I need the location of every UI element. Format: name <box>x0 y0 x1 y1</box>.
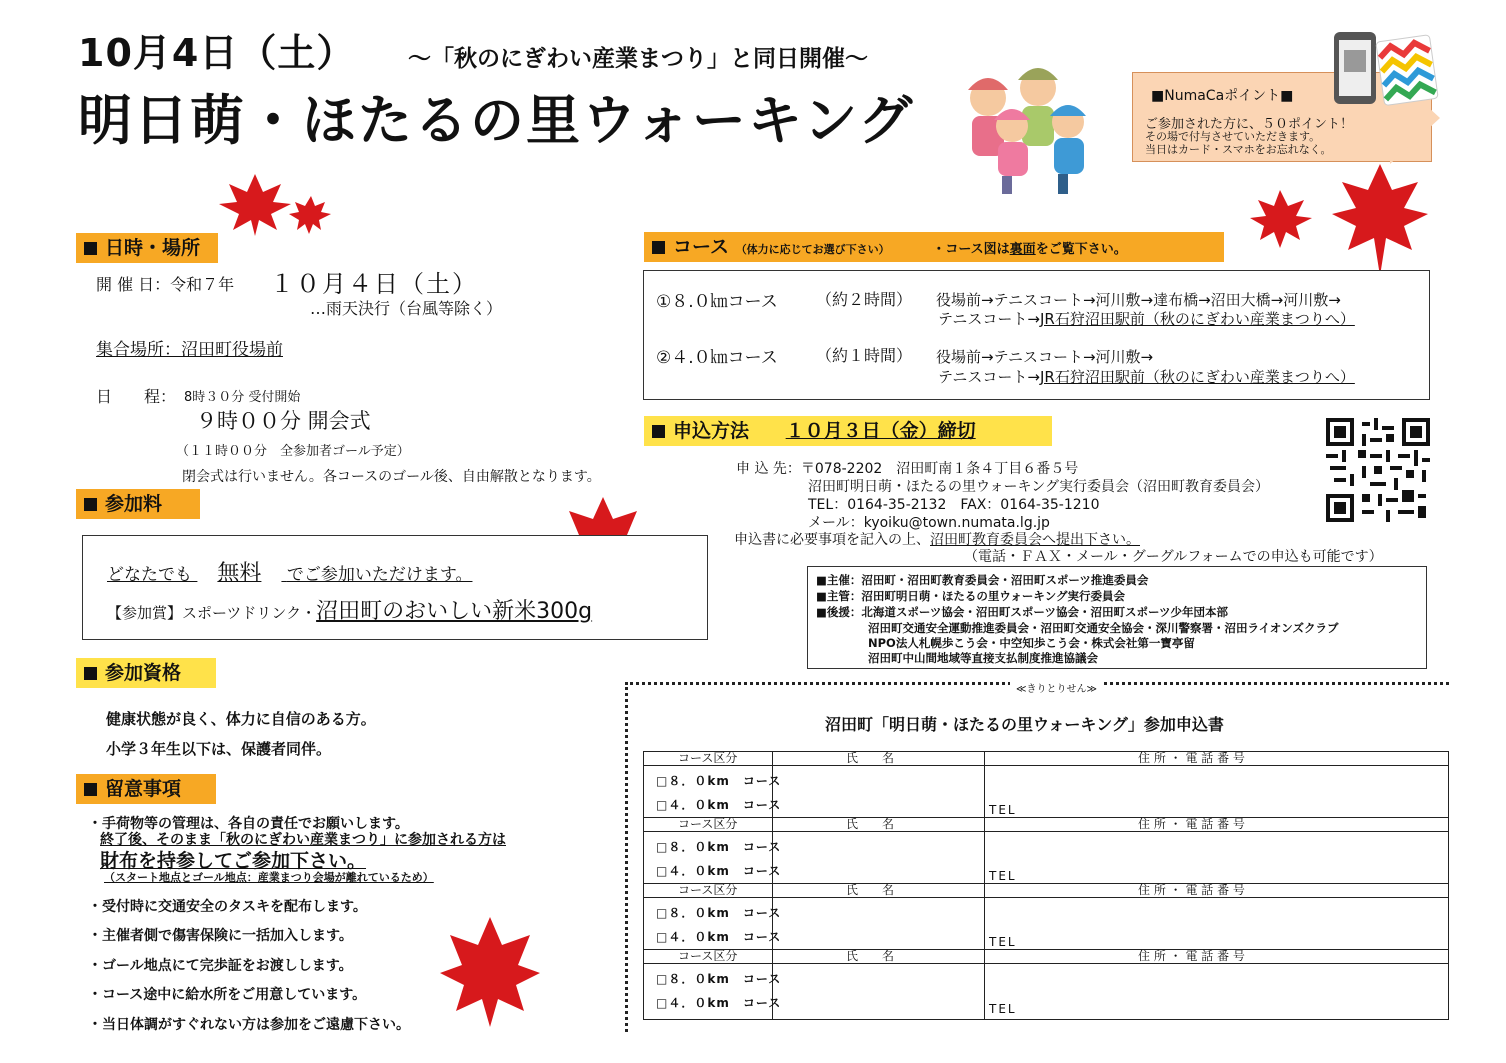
map-note-post: をご覧下さい。 <box>1035 242 1127 257</box>
fee-free: 無料 <box>217 561 262 586</box>
course2-route1: 役場前→テニスコート→河川敷→ <box>936 348 1154 366</box>
section-heading-label: 留意事項 <box>105 778 182 800</box>
goal-note: （１１時００分 全参加者ゴール予定） <box>176 444 410 459</box>
course-4km-checkbox[interactable]: □４．０km コース <box>656 996 782 1010</box>
prize-line <box>107 594 592 625</box>
note-item-1b: 終了後、そのまま「秋のにぎわい産業まつり」に参加される方は <box>100 832 506 848</box>
section-heading-label: 参加資格 <box>105 662 182 684</box>
course-map-note <box>932 242 1126 257</box>
sponsor-support1: ■後援：北海道スポーツ協会・沼田町スポーツ協会・沼田町スポーツ少年団本部 <box>816 605 1228 619</box>
event-date-label: 開 催 日：令和７年 <box>96 275 235 294</box>
map-note-pre: ・コース図は <box>932 242 1010 257</box>
meeting-place: 集合場所：沼田町役場前 <box>96 340 283 360</box>
form-title: 沼田町「明日萌・ほたるの里ウォーキング」参加申込書 <box>825 715 1224 734</box>
col-address: 住 所 ・ 電 話 番 号 <box>1138 817 1245 831</box>
form-header-row <box>644 884 1448 898</box>
sponsor-manage: ■主管：沼田町明日萌・ほたるの里ウォーキング実行委員会 <box>816 589 1126 603</box>
cut-label: ≪きりとりせん≫ <box>1010 680 1103 695</box>
maple-leaf-icon <box>215 170 335 240</box>
maple-leaf-icon <box>1250 160 1430 280</box>
route-part: テニスコート→ <box>938 310 1040 328</box>
square-bullet-icon <box>84 783 97 796</box>
course-8km-checkbox[interactable]: □８．０km コース <box>656 840 782 854</box>
course1-time: （約２時間） <box>816 290 913 309</box>
section-heading-label: 申込方法 <box>673 420 750 442</box>
course-8km-checkbox[interactable]: □８．０km コース <box>656 906 782 920</box>
prize-pre: 【参加賞】スポーツドリンク・ <box>107 604 317 622</box>
maple-leaf-icon <box>440 915 540 1030</box>
section-heading-notes <box>76 774 216 804</box>
numaca-title: ■NumaCaポイント■ <box>1151 88 1294 104</box>
course1-route2 <box>938 308 1355 329</box>
eligibility-line1: 健康状態が良く、体力に自信のある方。 <box>106 710 376 728</box>
note-item-1c: 財布を持参してご参加下さい。 <box>100 850 367 872</box>
event-date-value: １０月４日（土） <box>270 270 478 298</box>
tel-label: TEL <box>989 803 1017 817</box>
section-heading-course <box>644 232 1224 262</box>
col-course: コース区分 <box>678 883 738 897</box>
apply-email[interactable]: メール：kyoiku@town.numata.lg.jp <box>808 515 1050 531</box>
apply-organization: 沼田町明日萌・ほたるの里ウォーキング実行委員会（沼田町教育委員会） <box>808 479 1270 495</box>
apply-address: 申 込 先：〒078-2202 沼田町南１条４丁目６番５号 <box>736 461 1079 477</box>
numaca-line1: ご参加された方に、５０ポイント！ <box>1145 117 1354 132</box>
map-note-underlined: 裏面 <box>1009 242 1036 257</box>
apply-tel-fax: TEL：0164-35-2132 FAX：0164-35-1210 <box>808 497 1100 513</box>
tel-label: TEL <box>989 869 1017 883</box>
note-item-6: ・当日体調がすぐれない方は参加をご遠慮下さい。 <box>88 1017 410 1033</box>
course2-name: ②４.０㎞コース <box>656 348 778 368</box>
col-name: 氏 名 <box>846 817 895 831</box>
application-form <box>643 751 1449 1020</box>
numaca-line3: 当日はカード・スマホをお忘れなく。 <box>1145 143 1332 156</box>
page-title: 明日萌・ほたるの里ウォーキング <box>78 89 915 152</box>
walkers-illustration <box>950 48 1100 198</box>
col-name: 氏 名 <box>846 949 895 963</box>
prize-main: 沼田町のおいしい新米300g <box>316 599 593 624</box>
square-bullet-icon <box>84 667 97 680</box>
fee-box <box>82 535 708 640</box>
course-box <box>643 270 1430 400</box>
square-bullet-icon <box>652 241 665 254</box>
sponsors-box <box>807 566 1427 669</box>
event-date-heading: 10月4日（土） <box>78 31 356 75</box>
rain-note: …雨天決行（台風等除く） <box>310 299 503 318</box>
form-entry-row[interactable] <box>644 964 1448 1016</box>
instruction-underlined: 沼田町教育委員会へ提出下さい。 <box>930 532 1140 548</box>
note-item-1a: ・手荷物等の管理は、各自の責任でお願いします。 <box>88 816 409 832</box>
form-header-row <box>644 818 1448 832</box>
course-4km-checkbox[interactable]: □４．０km コース <box>656 930 782 944</box>
col-name: 氏 名 <box>846 883 895 897</box>
course1-name: ①８.０㎞コース <box>656 292 778 312</box>
course1-route1: 役場前→テニスコート→河川敷→達布橋→沼田大橋→河川敷→ <box>936 291 1341 309</box>
square-bullet-icon <box>84 242 97 255</box>
col-course: コース区分 <box>678 751 738 765</box>
col-course: コース区分 <box>678 949 738 963</box>
tel-label: TEL <box>989 935 1017 949</box>
numaca-line2: その場で付与させていただきます。 <box>1145 130 1321 143</box>
form-entry-row[interactable] <box>644 898 1448 950</box>
form-entry-row[interactable] <box>644 766 1448 818</box>
apply-deadline: １０月３日（金）締切 <box>785 420 976 442</box>
section-heading-label: コース <box>673 236 730 258</box>
form-header-row <box>644 752 1448 766</box>
cut-line-vertical <box>625 682 628 1032</box>
square-bullet-icon <box>84 498 97 511</box>
section-heading-label: 参加料 <box>105 493 163 515</box>
note-item-3: ・主催者側で傷害保険に一括加入します。 <box>88 928 353 944</box>
form-header-row <box>644 950 1448 964</box>
course2-route2 <box>938 366 1355 387</box>
instruction-pre: 申込書に必要事項を記入の上、 <box>734 532 930 548</box>
course-4km-checkbox[interactable]: □４．０km コース <box>656 864 782 878</box>
note-item-5: ・コース途中に給水所をご用意しています。 <box>88 987 367 1003</box>
col-address: 住 所 ・ 電 話 番 号 <box>1138 751 1245 765</box>
section-heading-apply <box>644 416 1052 446</box>
route-part-underlined: JR石狩沼田駅前（秋のにぎわい産業まつりへ） <box>1039 368 1355 386</box>
course-8km-checkbox[interactable]: □８．０km コース <box>656 972 782 986</box>
section-heading-eligibility <box>76 658 216 688</box>
course2-time: （約１時間） <box>816 346 913 365</box>
fee-line <box>107 556 472 587</box>
qr-code-icon <box>1326 418 1430 522</box>
sponsor-support2: 沼田町交通安全運動推進委員会・沼田町交通安全協会・深川警察署・沼田ライオンズクラブ <box>868 621 1339 635</box>
col-course: コース区分 <box>678 817 738 831</box>
col-address: 住 所 ・ 電 話 番 号 <box>1138 883 1245 897</box>
opening-time: ９時００分 開会式 <box>196 409 371 433</box>
note-item-1d: （スタート地点とゴール地点：産業まつり会場が離れているため） <box>104 871 434 884</box>
eligibility-line2: 小学３年生以下は、保護者同伴。 <box>106 740 332 758</box>
tel-label: TEL <box>989 1002 1017 1016</box>
sponsor-support4: 沼田町中山間地域等直接支払制度推進協議会 <box>868 651 1098 665</box>
course-8km-checkbox[interactable]: □８．０km コース <box>656 774 782 788</box>
reception-time: 8時３０分 受付開始 <box>184 390 301 405</box>
col-name: 氏 名 <box>846 751 895 765</box>
course-heading-note: （体力に応じてお選び下さい） <box>735 243 890 256</box>
program-label: 日 程： <box>96 387 177 406</box>
phone-card-icon <box>1330 30 1440 110</box>
square-bullet-icon <box>652 425 665 438</box>
note-item-4: ・ゴール地点にて完歩証をお渡しします。 <box>88 958 353 974</box>
col-address: 住 所 ・ 電 話 番 号 <box>1138 949 1245 963</box>
apply-alternatives: （電話・ＦＡＸ・メール・グーグルフォームでの申込も可能です） <box>964 549 1383 565</box>
sponsor-host: ■主催：沼田町・沼田町教育委員会・沼田町スポーツ推進委員会 <box>816 573 1149 587</box>
form-entry-row[interactable] <box>644 832 1448 884</box>
event-subtitle: ～「秋のにぎわい産業まつり」と同日開催～ <box>408 46 868 72</box>
fee-post: でご参加いただけます。 <box>286 565 473 585</box>
course-4km-checkbox[interactable]: □４．０km コース <box>656 798 782 812</box>
section-heading-fee <box>76 489 200 519</box>
closing-note: 閉会式は行いません。各コースのゴール後、自由解散となります。 <box>182 469 601 485</box>
fee-pre: どなたでも <box>107 565 192 585</box>
sponsor-support3: NPO法人札幌歩こう会・中空知歩こう会・株式会社第一寶亭留 <box>868 636 1195 650</box>
section-heading-label: 日時・場所 <box>105 237 201 259</box>
section-heading-schedule <box>76 233 218 263</box>
route-part: テニスコート→ <box>938 368 1040 386</box>
route-part-underlined: JR石狩沼田駅前（秋のにぎわい産業まつりへ） <box>1039 310 1355 328</box>
note-item-2: ・受付時に交通安全のタスキを配布します。 <box>88 899 367 915</box>
